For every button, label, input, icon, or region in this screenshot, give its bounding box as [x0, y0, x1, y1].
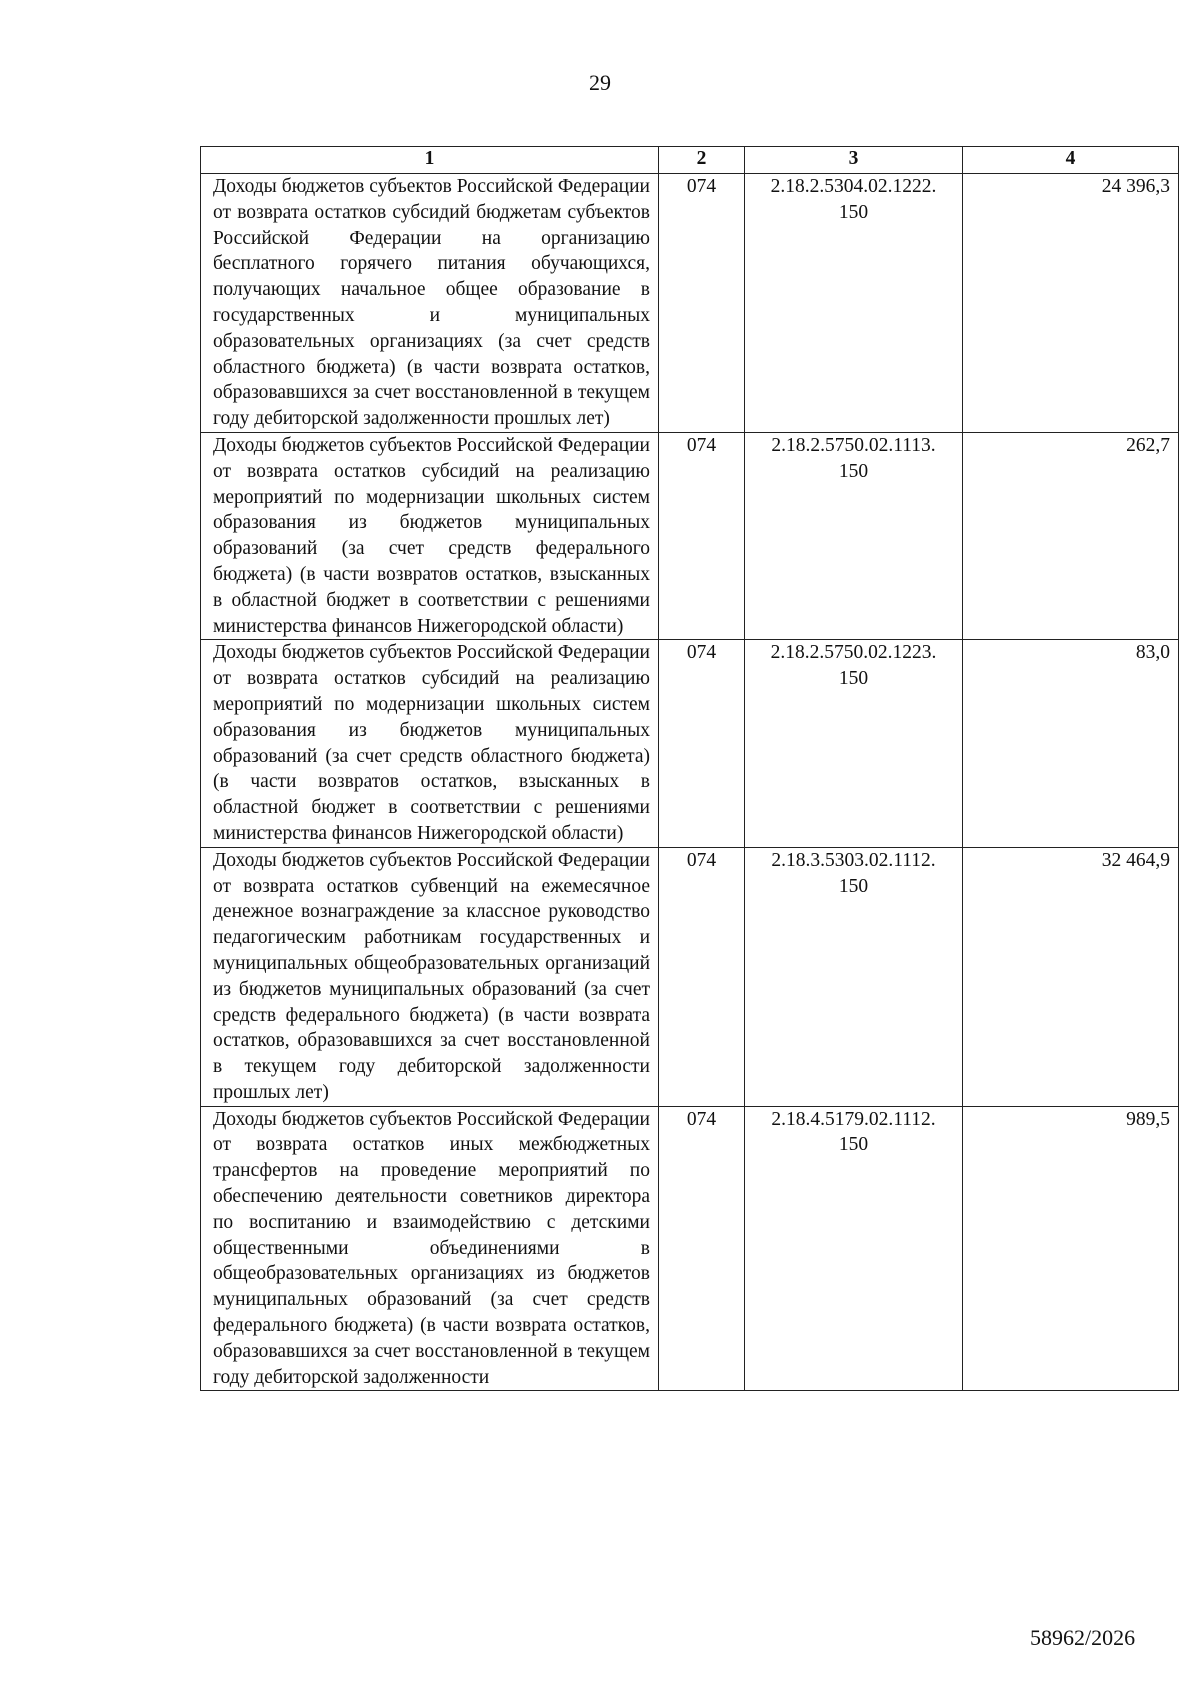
row-amount: 24 396,3: [963, 174, 1179, 433]
row-admin-code: 074: [659, 847, 745, 1106]
header-col-1: 1: [201, 147, 659, 174]
table-row: [201, 1106, 1179, 1391]
row-description: Доходы бюджетов субъектов Российской Федерации от возврата остатков субсидий на реализацию мероприятий по модернизации школьных систем образования из бюджетов муниципальных образований (за счет средств областного бюджета) (в части возвратов остатков, взысканных в областной бюджет в соответствии с решениями министерства финансов Нижегородской области): [201, 640, 659, 847]
row-amount: 262,7: [963, 432, 1179, 639]
budget-code-line1: 2.18.2.5304.02.1222.: [770, 176, 937, 197]
row-admin-code: 074: [659, 174, 745, 433]
row-amount: 83,0: [963, 640, 1179, 847]
row-amount: 989,5: [963, 1106, 1179, 1391]
table-row: [201, 174, 1179, 433]
row-description: Доходы бюджетов субъектов Российской Федерации от возврата остатков субвенций на ежемесячное денежное вознаграждение за классное руководство педагогическим работникам государственных и муниципальных общеобразовательных организаций из бюджетов муниципальных образований (за счет средств федерального бюджета) (в части возврата остатков, образовавшихся за счет восстановленной в текущем году дебиторской задолженности прошлых лет): [201, 847, 659, 1106]
row-budget-code: [745, 1106, 963, 1391]
budget-code-line1: 2.18.4.5179.02.1112.: [771, 1108, 936, 1130]
row-budget-code: [745, 174, 963, 433]
row-amount: 32 464,9: [963, 847, 1179, 1106]
budget-code-line1: 2.18.2.5750.02.1223.: [770, 642, 937, 664]
budget-code-line2: 150: [838, 1134, 869, 1156]
revenue-table: [200, 146, 1179, 1391]
row-description: Доходы бюджетов субъектов Российской Федерации от возврата остатков субсидий бюджетам субъектов Российской Федерации на организацию бесплатного горячего питания обучающихся, получающих начальное общее образование в государственных и муниципальных образовательных организациях (за счет средств областного бюджета) (в части возврата остатков, образовавшихся за счет восстановленной в текущем году дебиторской задолженности прошлых лет): [201, 174, 659, 433]
row-admin-code: 074: [659, 432, 745, 639]
row-admin-code: 074: [659, 1106, 745, 1391]
budget-code-line2: 150: [838, 201, 869, 223]
row-description: Доходы бюджетов субъектов Российской Федерации от возврата остатков иных межбюджетных трансфертов на проведение мероприятий по обеспечению деятельности советников директора по воспитанию и взаимодействию с детскими общественными объединениями в общеобразовательных организациях из бюджетов муниципальных образований (за счет средств федерального бюджета) (в части возврата остатков, образовавшихся за счет восстановленной в текущем году дебиторской задолженности: [201, 1106, 659, 1391]
budget-code-line2: 150: [838, 668, 869, 690]
row-budget-code: [745, 847, 963, 1106]
header-col-3: 3: [745, 147, 963, 174]
header-col-2: 2: [659, 147, 745, 174]
table-row: [201, 847, 1179, 1106]
document-id: 58962/2026: [1030, 1625, 1136, 1650]
row-budget-code: [745, 432, 963, 639]
page-number: 29: [589, 70, 611, 95]
row-budget-code: [745, 640, 963, 847]
row-description: Доходы бюджетов субъектов Российской Федерации от возврата остатков субсидий на реализацию мероприятий по модернизации школьных систем образования из бюджетов муниципальных образований (за счет средств федерального бюджета) (в части возвратов остатков, взысканных в областной бюджет в соответствии с решениями министерства финансов Нижегородской области): [201, 432, 659, 639]
budget-code-line1: 2.18.3.5303.02.1112.: [771, 849, 936, 871]
table-header-row: [201, 147, 1179, 174]
budget-code-line2: 150: [838, 460, 869, 482]
table-row: [201, 640, 1179, 847]
header-col-4: 4: [963, 147, 1179, 174]
budget-code-line2: 150: [838, 875, 869, 897]
row-admin-code: 074: [659, 640, 745, 847]
budget-code-line1: 2.18.2.5750.02.1113.: [771, 434, 936, 456]
table-row: [201, 432, 1179, 639]
